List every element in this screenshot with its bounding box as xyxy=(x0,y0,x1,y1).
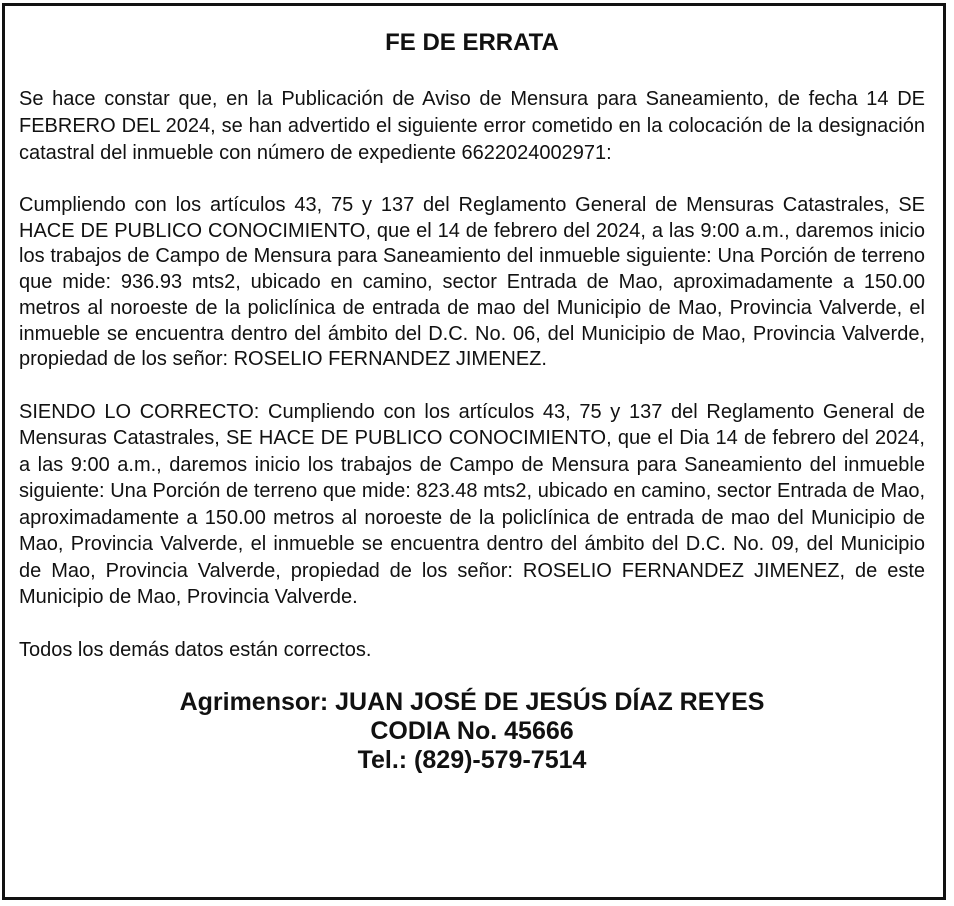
surveyor-name: Agrimensor: JUAN JOSÉ DE JESÚS DÍAZ REYES xyxy=(179,687,765,716)
codia-number: CODIA No. 45666 xyxy=(370,716,574,745)
notice-content xyxy=(19,28,925,775)
intro-paragraph: Se hace constar que, en la Publicación de Aviso de Mensura para Saneamiento, de fecha 14 DE FEBRERO DEL 2024, se han advertido el siguiente error cometido en la colocación de la designación catastral del inmueble con número de expediente 6622024002971: xyxy=(19,88,925,164)
closing-paragraph: Todos los demás datos están correctos. xyxy=(19,638,372,661)
notice-title: FE DE ERRATA xyxy=(385,29,559,56)
signature-block xyxy=(19,688,925,775)
correct-text-paragraph: SIENDO LO CORRECTO: Cumpliendo con los artículos 43, 75 y 137 del Reglamento General de Mensuras Catastrales, SE HACE DE PUBLICO CONOCIMIENTO, que el Dia 14 de febrero del 2024, a las 9:00 a.m., daremos inicio los trabajos de Campo de Mensura para Saneamiento del inmueble siguiente: Una Porción de terreno que mide: 823.48 mts2, ubicado en camino, sector Entrada de Mao, aproximadamente a 150.00 metros al noroeste de la policlínica de entrada de mao del Municipio de Mao, Provincia Valverde, el inmueble se encuentra dentro del ámbito del D.C. No. 09, del Municipio de Mao, Provincia Valverde, propiedad de los señor: ROSELIO FERNANDEZ JIMENEZ, de este Municipio de Mao, Provincia Valverde. xyxy=(19,400,925,609)
phone-number: Tel.: (829)-579-7514 xyxy=(357,745,587,774)
erroneous-text-paragraph: Cumpliendo con los artículos 43, 75 y 137 del Reglamento General de Mensuras Catastrales, SE HACE DE PUBLICO CONOCIMIENTO, que el 14 de febrero del 2024, a las 9:00 a.m., daremos inicio los trabajos de Campo de Mensura para Saneamiento del inmueble siguiente: Una Porción de terreno que mide: 936.93 mts2, ubicado en camino, sector Entrada de Mao, aproximadamente a 150.00 metros al noroeste de la policlínica de entrada de mao del Municipio de Mao, Provincia Valverde, el inmueble se encuentra dentro del ámbito del D.C. No. 06, del Municipio de Mao, Provincia Valverde, propiedad de los señor: ROSELIO FERNANDEZ JIMENEZ. xyxy=(19,194,925,371)
